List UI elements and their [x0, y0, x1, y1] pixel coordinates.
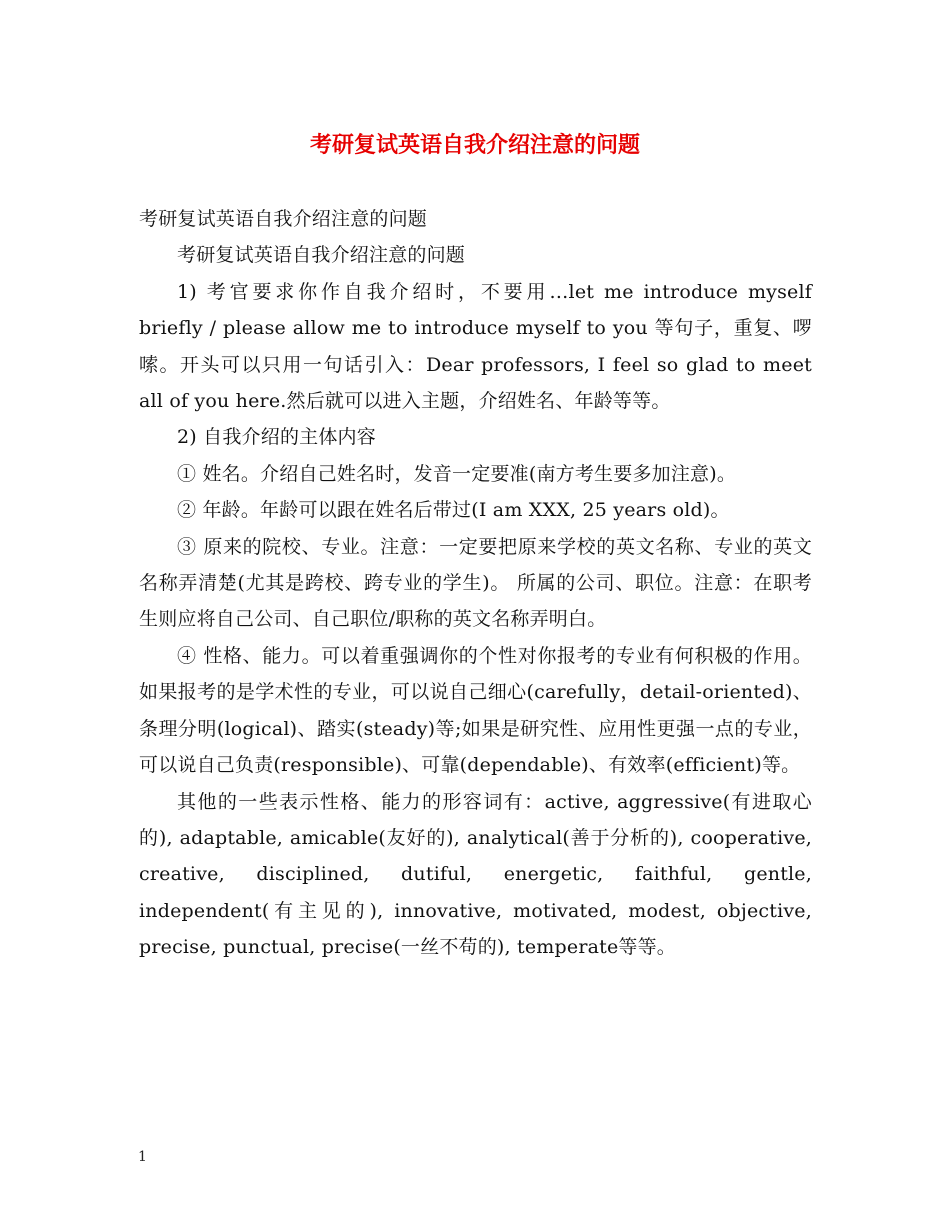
page-number: 1	[138, 1149, 147, 1165]
list-item: ② 年龄。年龄可以跟在姓名后带过(I am XXX, 25 years old)。	[177, 499, 730, 522]
list-item: ③ 原来的院校、专业。注意：一定要把原来学校的英文名称、专业的英文名称弄清楚(尤其是跨校、跨专业的学生)。 所属的公司、职位。注意：在职考生则应将自己公司、自己职位/职称的英文名称弄明白。	[139, 535, 812, 631]
list-item: ④ 性格、能力。可以着重强调你的个性对你报考的专业有何积极的作用。如果报考的是学术性的专业，可以说自己细心(carefully，detail-oriented)、条理分明(logical)、踏实(steady)等;如果是研究性、应用性更强一点的专业，可以说自己负责(responsible)、可靠(dependable)、有效率(efficient)等。	[139, 644, 812, 777]
paragraph: 考研复试英语自我介绍注意的问题	[177, 244, 466, 267]
list-item: ① 姓名。介绍自己姓名时，发音一定要准(南方考生要多加注意)。	[177, 462, 737, 485]
paragraph: 考研复试英语自我介绍注意的问题	[139, 208, 428, 230]
paragraph: 其他的一些表示性格、能力的形容词有：active, aggressive(有进取心的), adaptable, amicable(友好的), analytical(善于分析的), cooperative, creative, disciplined, dutiful, energetic, faithful, gentle, independent(有主见的), innovative, motivated, modest, objective, precise, punctual, precise(一丝不苟的), temperate等等。	[139, 790, 812, 959]
document-title: 考研复试英语自我介绍注意的问题	[309, 133, 640, 158]
document-body	[139, 201, 812, 966]
paragraph: 2) 自我介绍的主体内容	[177, 426, 376, 449]
paragraph: 1) 考官要求你作自我介绍时，不要用…let me introduce myself briefly / please allow me to introduce myself to you 等句子，重复、啰嗦。开头可以只用一句话引入：Dear professors, I feel so glad to meet all of you here.然后就可以进入主题，介绍姓名、年龄等等。	[139, 280, 812, 413]
